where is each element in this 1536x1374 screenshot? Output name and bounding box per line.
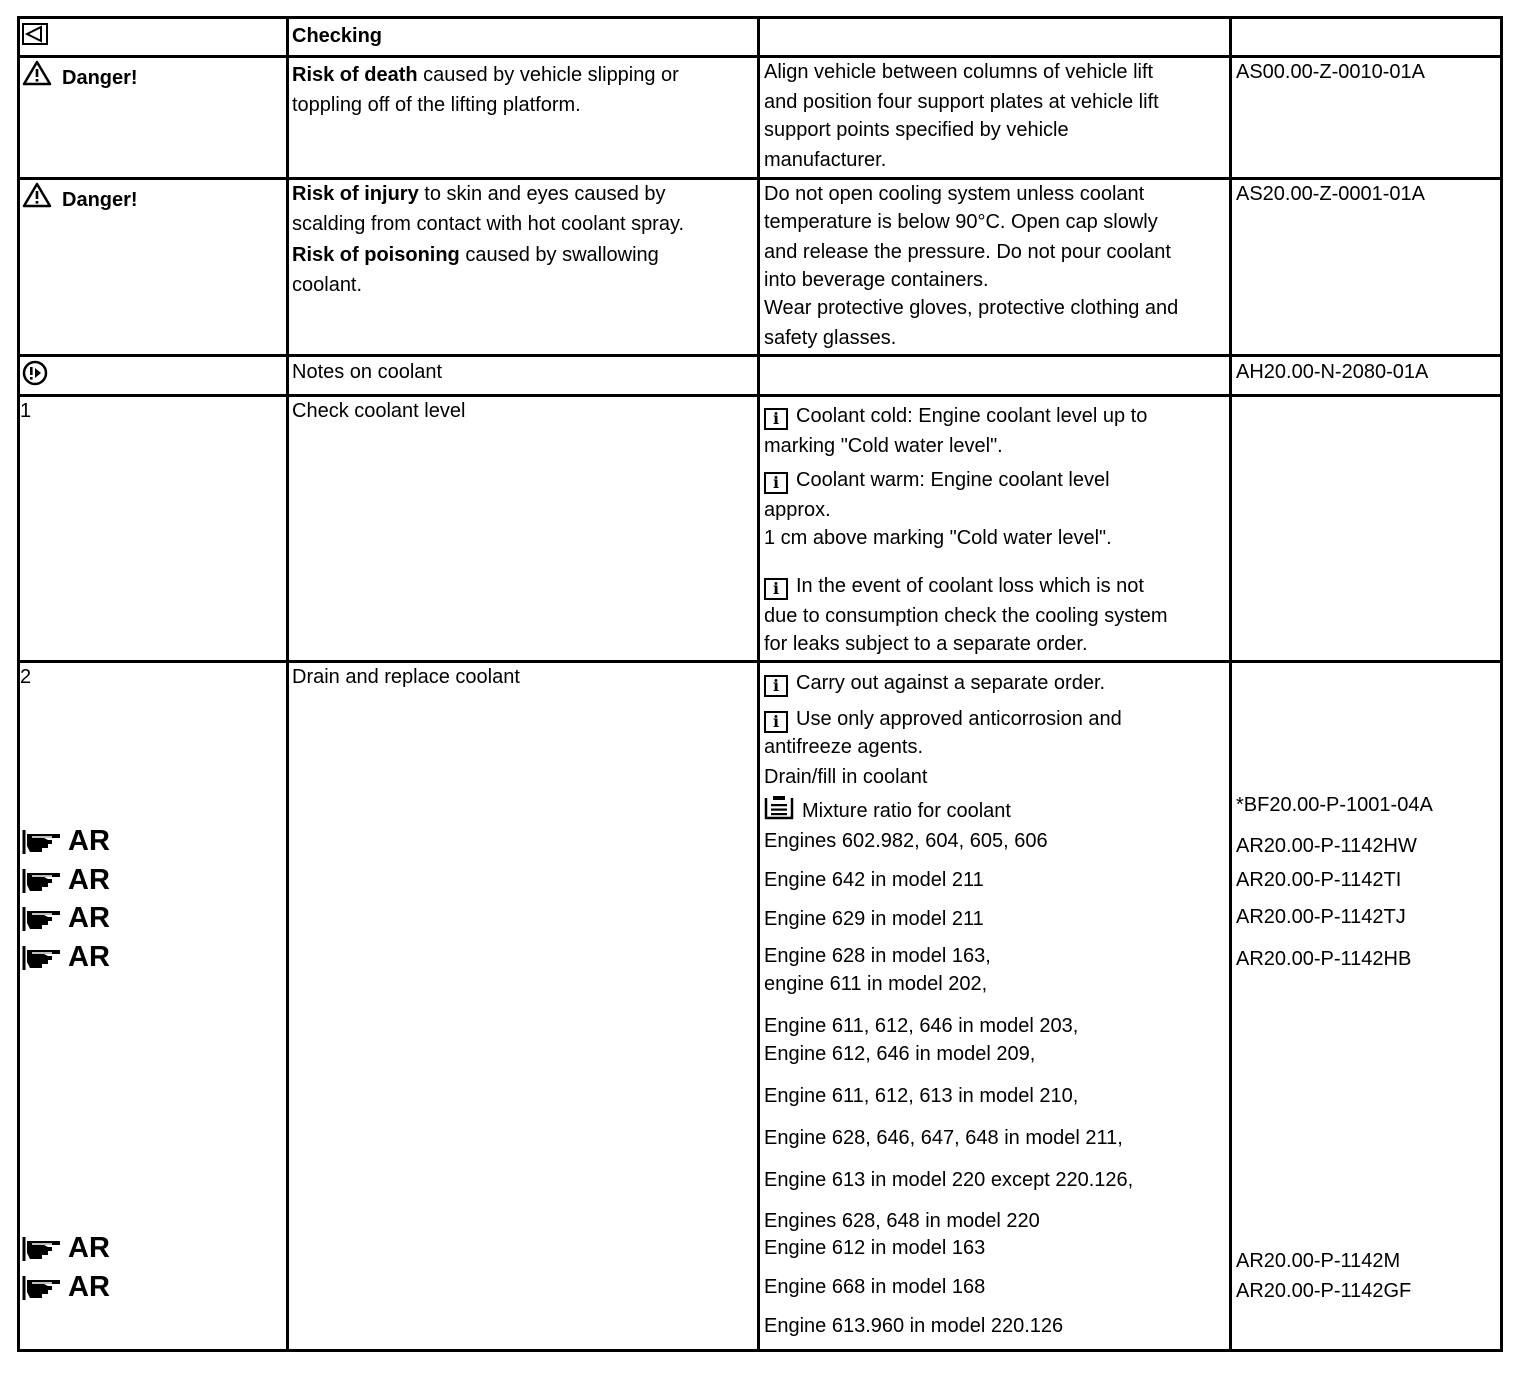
ar-label: AR bbox=[68, 1232, 110, 1264]
table-border-top bbox=[17, 16, 1503, 19]
reference-code[interactable]: AR20.00-P-1142GF bbox=[1236, 1280, 1412, 1302]
row-divider bbox=[17, 354, 1503, 357]
info-text: In the event of coolant loss which is not bbox=[796, 575, 1144, 597]
reference-code[interactable]: AS00.00-Z-0010-01A bbox=[1236, 61, 1426, 83]
instruction-line: support points specified by vehicle bbox=[764, 119, 1069, 141]
danger-risk-text bbox=[292, 241, 659, 269]
step-number: 2 bbox=[20, 666, 32, 688]
instruction-line: and release the pressure. Do not pour coolant bbox=[764, 241, 1171, 263]
warning-triangle-icon bbox=[22, 60, 52, 86]
engine-line: Engine 613.960 in model 220.126 bbox=[764, 1315, 1064, 1337]
instruction-line: and position four support plates at vehicle lift bbox=[764, 91, 1159, 113]
danger-label: Danger! bbox=[62, 67, 138, 89]
ar-label: AR bbox=[68, 1271, 110, 1303]
engine-line: Engine 611, 612, 613 in model 210, bbox=[764, 1085, 1079, 1107]
engine-line: Engine 668 in model 168 bbox=[764, 1276, 986, 1298]
danger-label: Danger! bbox=[62, 189, 138, 211]
reference-code[interactable]: AR20.00-P-1142HB bbox=[1236, 948, 1412, 970]
triangle-left-icon bbox=[22, 23, 48, 45]
note-arrow-icon bbox=[21, 360, 49, 386]
danger-risk-text: coolant. bbox=[292, 274, 363, 296]
info-line bbox=[764, 402, 1147, 430]
ar-link[interactable] bbox=[22, 901, 110, 935]
mixture-text: Mixture ratio for coolant bbox=[802, 800, 1011, 822]
table-border-right bbox=[1500, 16, 1503, 1352]
info-line: for leaks subject to a separate order. bbox=[764, 633, 1088, 655]
table-border-bottom bbox=[17, 1349, 1503, 1352]
danger-risk-text bbox=[292, 180, 666, 208]
section-title: Checking bbox=[292, 25, 383, 47]
risk-label: Risk of poisoning bbox=[292, 244, 460, 266]
engine-line: Engine 612, 646 in model 209, bbox=[764, 1043, 1036, 1065]
ar-link[interactable] bbox=[22, 863, 110, 897]
reference-code[interactable]: *BF20.00-P-1001-04A bbox=[1236, 794, 1433, 816]
risk-description: caused by swallowing bbox=[459, 244, 659, 266]
mixture-line bbox=[764, 796, 1011, 825]
pointing-hand-icon bbox=[22, 942, 66, 972]
pointing-hand-icon bbox=[22, 903, 66, 933]
info-icon: i bbox=[764, 675, 788, 697]
instruction-line: Wear protective gloves, protective clothing and bbox=[764, 297, 1179, 319]
ar-label: AR bbox=[68, 864, 110, 896]
ar-link[interactable] bbox=[22, 940, 110, 974]
reference-code[interactable]: AR20.00-P-1142HW bbox=[1236, 835, 1417, 857]
risk-description: caused by vehicle slipping or bbox=[417, 64, 679, 86]
ar-label: AR bbox=[68, 941, 110, 973]
instruction-line: Align vehicle between columns of vehicle lift bbox=[764, 61, 1154, 83]
instruction-line: safety glasses. bbox=[764, 327, 897, 349]
engine-line: Engine 629 in model 211 bbox=[764, 908, 984, 930]
info-text: Coolant cold: Engine coolant level up to bbox=[796, 405, 1148, 427]
engine-line: Engine 611, 612, 646 in model 203, bbox=[764, 1015, 1079, 1037]
instruction-line: Do not open cooling system unless coolant bbox=[764, 183, 1145, 205]
info-text: Carry out against a separate order. bbox=[796, 672, 1106, 694]
info-line: approx. bbox=[764, 499, 831, 521]
info-text: Coolant warm: Engine coolant level bbox=[796, 469, 1110, 491]
column-divider bbox=[757, 16, 760, 1352]
info-line bbox=[764, 572, 1144, 600]
info-icon: i bbox=[764, 408, 788, 430]
ar-link[interactable] bbox=[22, 824, 110, 858]
column-divider bbox=[1229, 16, 1232, 1352]
risk-label: Risk of injury bbox=[292, 183, 419, 205]
ar-link[interactable] bbox=[22, 1270, 110, 1304]
ar-label: AR bbox=[68, 825, 110, 857]
reference-code[interactable]: AS20.00-Z-0001-01A bbox=[1236, 183, 1426, 205]
info-line: due to consumption check the cooling system bbox=[764, 605, 1168, 627]
info-line: 1 cm above marking "Cold water level". bbox=[764, 527, 1112, 549]
drain-fill-heading: Drain/fill in coolant bbox=[764, 766, 928, 788]
info-line bbox=[764, 466, 1110, 494]
specification-list-icon bbox=[764, 796, 794, 820]
info-line: marking "Cold water level". bbox=[764, 435, 1003, 457]
info-icon: i bbox=[764, 578, 788, 600]
info-line: antifreeze agents. bbox=[764, 736, 923, 758]
pointing-hand-icon bbox=[22, 1233, 66, 1263]
reference-code[interactable]: AR20.00-P-1142TJ bbox=[1236, 906, 1406, 928]
danger-risk-text: scalding from contact with hot coolant spray. bbox=[292, 213, 685, 235]
engine-line: Engine 628, 646, 647, 648 in model 211, bbox=[764, 1127, 1123, 1149]
engine-line: engine 611 in model 202, bbox=[764, 973, 988, 995]
pointing-hand-icon bbox=[22, 826, 66, 856]
risk-description: to skin and eyes caused by bbox=[418, 183, 666, 205]
engine-line: Engines 628, 648 in model 220 bbox=[764, 1210, 1040, 1232]
notes-link[interactable]: Notes on coolant bbox=[292, 361, 443, 383]
info-line bbox=[764, 669, 1105, 697]
step-number: 1 bbox=[20, 400, 32, 422]
column-divider bbox=[286, 16, 289, 1352]
info-text: Use only approved anticorrosion and bbox=[796, 708, 1122, 730]
engine-line: Engine 613 in model 220 except 220.126, bbox=[764, 1169, 1134, 1191]
engine-line: Engine 628 in model 163, bbox=[764, 945, 991, 967]
pointing-hand-icon bbox=[22, 1272, 66, 1302]
danger-risk-text: toppling off of the lifting platform. bbox=[292, 94, 581, 116]
pointing-hand-icon bbox=[22, 865, 66, 895]
step-action: Drain and replace coolant bbox=[292, 666, 520, 688]
instruction-line: temperature is below 90°C. Open cap slowly bbox=[764, 211, 1158, 233]
reference-code[interactable]: AR20.00-P-1142TI bbox=[1236, 869, 1402, 891]
row-divider bbox=[17, 394, 1503, 397]
reference-code[interactable]: AH20.00-N-2080-01A bbox=[1236, 361, 1429, 383]
engine-line: Engines 602.982, 604, 605, 606 bbox=[764, 830, 1048, 852]
row-divider bbox=[17, 660, 1503, 663]
instruction-line: manufacturer. bbox=[764, 149, 887, 171]
reference-code[interactable]: AR20.00-P-1142M bbox=[1236, 1250, 1401, 1272]
instruction-line: into beverage containers. bbox=[764, 269, 989, 291]
info-line bbox=[764, 705, 1122, 733]
ar-label: AR bbox=[68, 902, 110, 934]
warning-triangle-icon bbox=[22, 182, 52, 208]
engine-line: Engine 612 in model 163 bbox=[764, 1237, 986, 1259]
info-icon: i bbox=[764, 711, 788, 733]
risk-label: Risk of death bbox=[292, 64, 418, 86]
step-action: Check coolant level bbox=[292, 400, 466, 422]
engine-line: Engine 642 in model 211 bbox=[764, 869, 984, 891]
info-icon: i bbox=[764, 472, 788, 494]
ar-link[interactable] bbox=[22, 1231, 110, 1265]
danger-risk-text bbox=[292, 61, 679, 89]
